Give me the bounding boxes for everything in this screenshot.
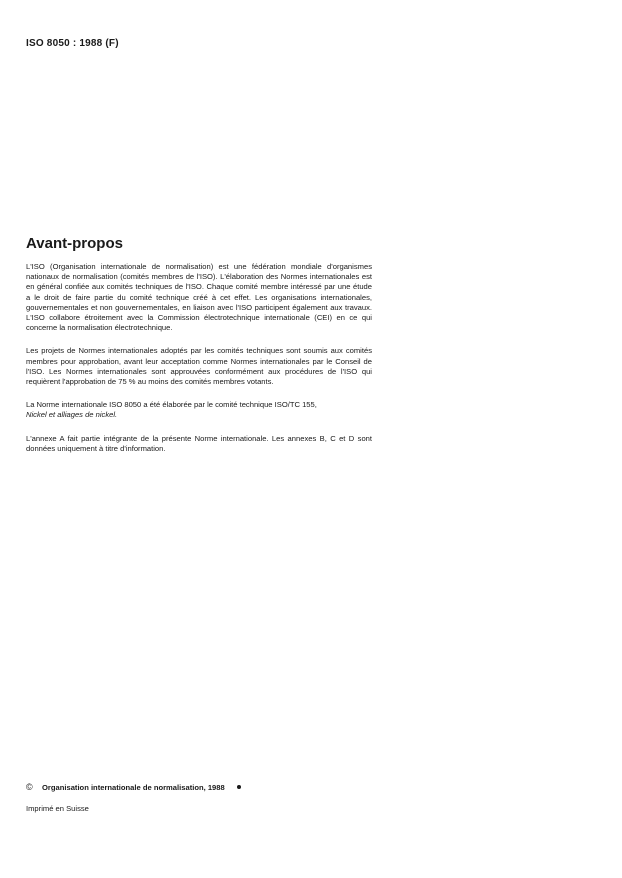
- paragraph-annex-note: L'annexe A fait partie intégrante de la présente Norme internationale. Les annexes B, C et D sont données uniquement à titre d'information.: [26, 433, 372, 453]
- copyright-line: [26, 782, 241, 792]
- document-reference: ISO 8050 : 1988 (F): [26, 38, 119, 49]
- committee-name: Nickel et alliages de nickel.: [26, 410, 118, 420]
- paragraph-approval-process: Les projets de Normes internationales adoptés par les comités techniques sont soumis aux comités membres pour approbation, avant leur acceptation comme Normes internationales par le Conseil de l'ISO. Les Normes internationales sont approuvées conformément aux procédures de l'ISO qui requièrent l'approbation de 75 % au moins des comités membres votants.: [26, 346, 372, 387]
- printed-in-note: Imprimé en Suisse: [26, 804, 89, 813]
- paragraph-iso-description: L'ISO (Organisation internationale de normalisation) est une fédération mondiale d'organismes nationaux de normalisation (comités membres de l'ISO). L'élaboration des Normes internationales est en général confiée aux comités techniques de l'ISO. Chaque comité membre intéressé par une étude a le droit de faire partie du comité technique créé à cet effet. Les organisations internationales, gouvernementales et non gouvernementales, en liaison avec l'ISO participent également aux travaux. L'ISO collabore étroitement avec la Commission électrotechnique internationale (CEI) en ce qui concerne la normalisation électrotechnique.: [26, 262, 372, 333]
- bullet-icon: [237, 785, 241, 789]
- paragraph-committee: [26, 400, 372, 420]
- copyright-icon: ©: [26, 782, 33, 792]
- committee-text: La Norme internationale ISO 8050 a été élaborée par le comité technique ISO/TC 155,: [26, 400, 317, 410]
- copyright-text: Organisation internationale de normalisation, 1988: [42, 782, 225, 792]
- foreword-body: [26, 262, 372, 467]
- page-title: Avant-propos: [26, 235, 123, 252]
